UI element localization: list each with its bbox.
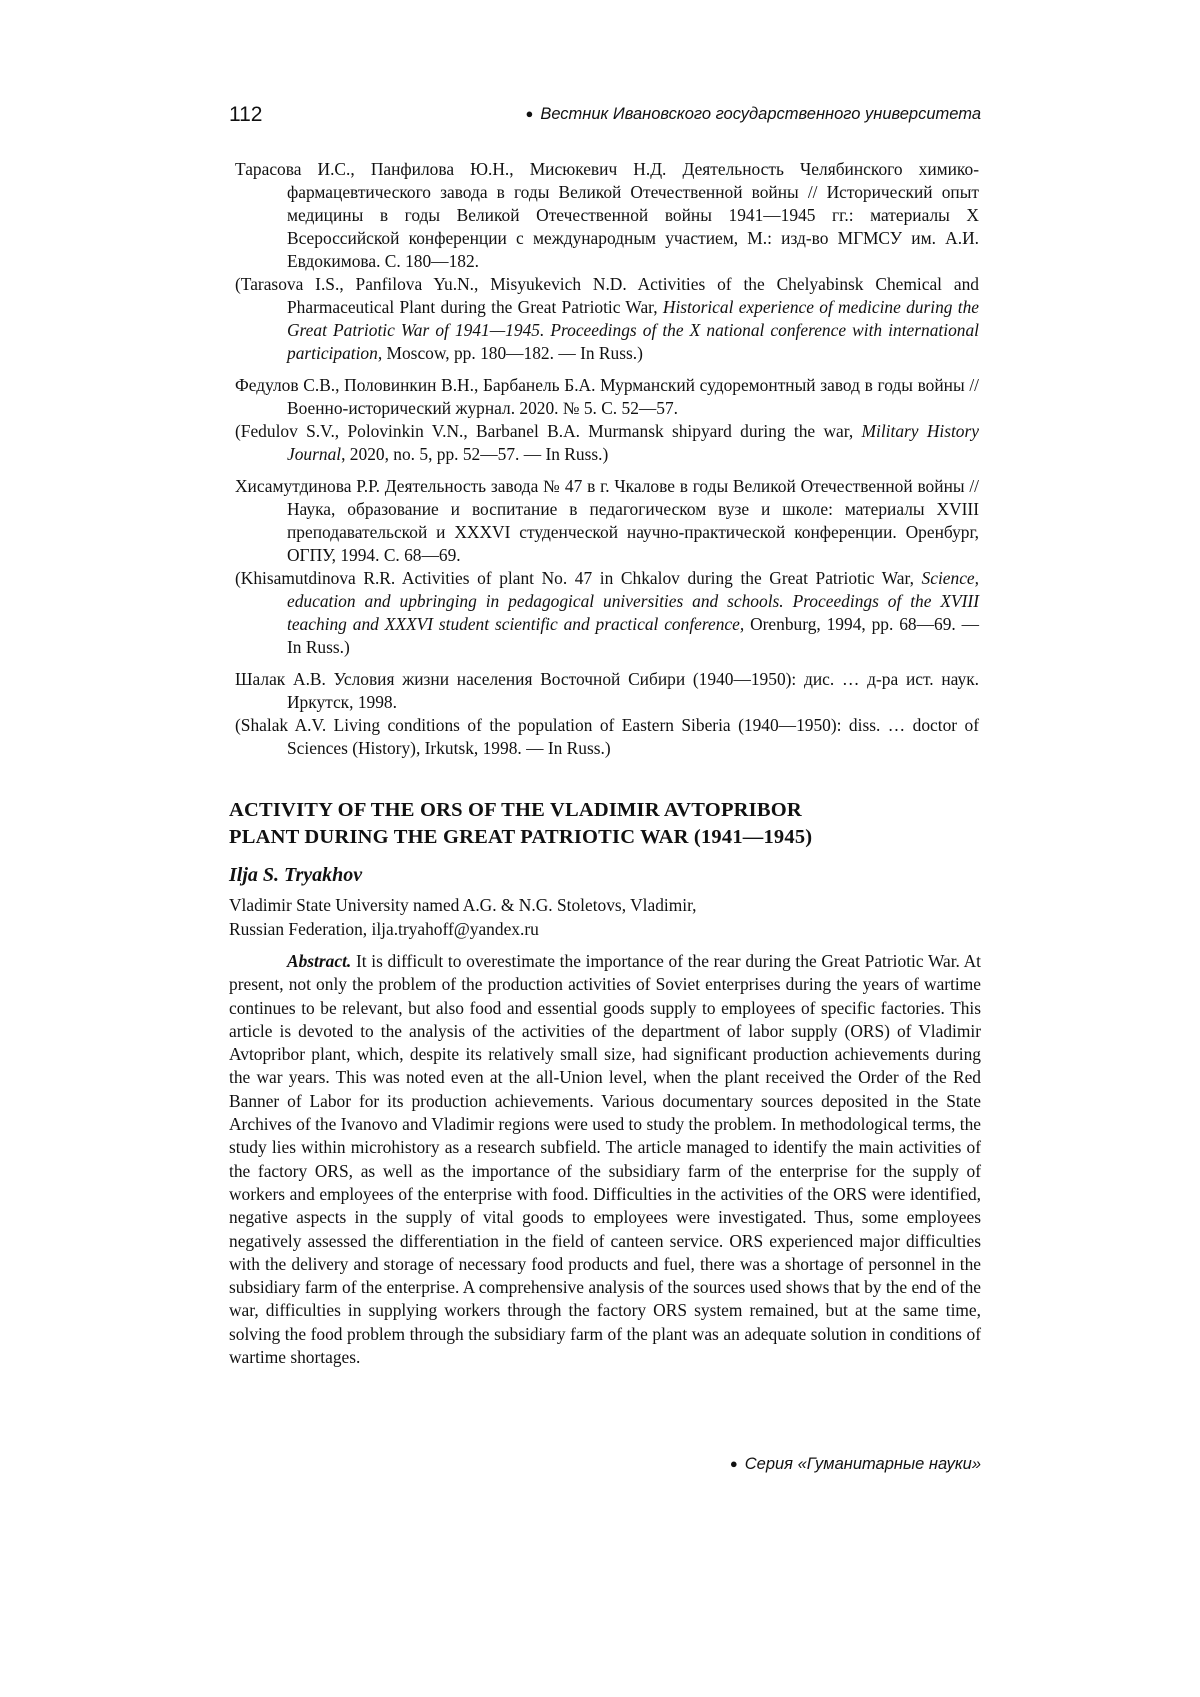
reference-en-start: (Shalak A.V. Living conditions of the population of Eastern Siberia (1940—1950): diss. … doctor of Sciences (History), Irkutsk, 1998. — In Russ.) bbox=[235, 715, 979, 758]
series-name: Серия «Гуманитарные науки» bbox=[745, 1455, 981, 1473]
running-header bbox=[229, 103, 981, 133]
reference-en bbox=[235, 714, 979, 760]
reference-ru: Хисамутдинова Р.Р. Деятельность завода № 47 в г. Чкалове в годы Великой Отечественной войны // Наука, образование и воспитание в педагогическом вузе и школе: материалы XVIII преподавательской и XXXVI студенческой научно-практической конференции. Оренбург, ОГПУ, 1994. С. 68—69. bbox=[235, 475, 979, 567]
author-affiliation bbox=[229, 893, 989, 941]
article-title bbox=[229, 797, 989, 851]
reference-item bbox=[235, 374, 979, 466]
journal-name bbox=[525, 105, 981, 124]
reference-en bbox=[235, 420, 979, 466]
article-title-line-1: ACTIVITY OF THE ORS OF THE VLADIMIR AVTOPRIBOR bbox=[229, 799, 802, 821]
reference-en-end: , 2020, no. 5, pp. 52—57. — In Russ.) bbox=[341, 444, 608, 464]
page-number: 112 bbox=[229, 103, 262, 127]
reference-ru: Шалак А.В. Условия жизни населения Восточной Сибири (1940—1950): дис. … д-ра ист. наук. Иркутск, 1998. bbox=[235, 668, 979, 714]
reference-en-start: (Khisamutdinova R.R. Activities of plant No. 47 in Chkalov during the Great Patriotic War, bbox=[235, 568, 922, 588]
affiliation-line-1: Vladimir State University named A.G. & N.G. Stoletovs, Vladimir, bbox=[229, 893, 989, 917]
affiliation-line-2: Russian Federation, ilja.tryahoff@yandex.ru bbox=[229, 917, 989, 941]
journal-page bbox=[0, 0, 1200, 1697]
reference-en-end: Moscow, pp. 180—182. — In Russ.) bbox=[382, 343, 643, 363]
reference-en-start: (Tarasova I.S., Panfilova Yu.N., Misyukevich N.D. Activities of the Chelyabinsk Chemical and Pharmaceutical Plant during the Great Patriotic War, bbox=[235, 274, 979, 317]
reference-list bbox=[235, 158, 979, 769]
reference-item bbox=[235, 475, 979, 659]
author-name: Ilja S. Tryakhov bbox=[229, 864, 362, 887]
bullet-icon: ● bbox=[525, 106, 533, 121]
reference-en-italic: Science, education and upbringing in pedagogical universities and schools. Proceedings of the XVIII teaching and XXXVI student scientific and practical conference, bbox=[287, 568, 979, 634]
bullet-icon: ● bbox=[730, 1456, 738, 1471]
reference-en bbox=[235, 567, 979, 659]
article-title-line-2: PLANT DURING THE GREAT PATRIOTIC WAR (1941—1945) bbox=[229, 826, 812, 848]
reference-en-italic: Military History Journal bbox=[287, 421, 979, 464]
reference-en-italic: Historical experience of medicine during the Great Patriotic War of 1941—1945. Proceedings of the X national conference with international participation, bbox=[287, 297, 979, 363]
abstract-text: It is difficult to overestimate the importance of the rear during the Great Patriotic War. At present, not only the problem of the production activities of Soviet enterprises during the years of wartime continues to be relevant, but also food and essential goods supply to employees of specific factories. This article is devoted to the analysis of the activities of the department of labor supply (ORS) of Vladimir Avtopribor plant, which, despite its relatively small size, had significant production achievements during the war years. This was noted even at the all-Union level, when the plant received the Order of the Red Banner of Labor for its production achievements. Various documentary sources deposited in the State Archives of the Ivanovo and Vladimir regions were used to study the problem. In methodological terms, the study lies within microhistory as a research subfield. The article managed to identify the main activities of the factory ORS, as well as the importance of the subsidiary farm of the enterprise for the supply of workers and employees of the enterprise with food. Difficulties in the activities of the ORS were identified, negative aspects in the supply of vital goods to employees were investigated. Thus, some employees negatively assessed the differentiation in the field of canteen service. ORS experienced major difficulties with the delivery and storage of necessary food products and fuel, there was a shortage of personnel in the subsidiary farm of the enterprise. A comprehensive analysis of the sources used shows that by the end of the war, difficulties in supplying workers through the factory ORS system remained, but at the same time, solving the food problem through the subsidiary farm of the plant was an adequate solution in conditions of wartime shortages. bbox=[229, 951, 981, 1367]
reference-ru: Федулов С.В., Половинкин В.Н., Барбанель Б.А. Мурманский судоремонтный завод в годы войны // Военно-исторический журнал. 2020. № 5. С. 52—57. bbox=[235, 374, 979, 420]
reference-ru: Тарасова И.С., Панфилова Ю.Н., Мисюкевич Н.Д. Деятельность Челябинского химико-фармацевтического завода в годы Великой Отечественной войны // Исторический опыт медицины в годы Великой Отечественной войны 1941—1945 гг.: материалы X Всероссийской конференции с международным участием, М.: изд-во МГМСУ им. А.И. Евдокимова. С. 180—182. bbox=[235, 158, 979, 273]
abstract bbox=[229, 950, 981, 1369]
reference-en bbox=[235, 273, 979, 365]
abstract-label: Abstract. bbox=[287, 951, 351, 971]
reference-en-start: (Fedulov S.V., Polovinkin V.N., Barbanel B.A. Murmansk shipyard during the war, bbox=[235, 421, 862, 441]
running-footer bbox=[730, 1455, 981, 1474]
reference-en-end: Orenburg, 1994, pp. 68—69. — In Russ.) bbox=[287, 614, 979, 657]
reference-item bbox=[235, 158, 979, 365]
journal-name-text: Вестник Ивановского государственного университета bbox=[540, 105, 981, 123]
reference-item bbox=[235, 668, 979, 760]
